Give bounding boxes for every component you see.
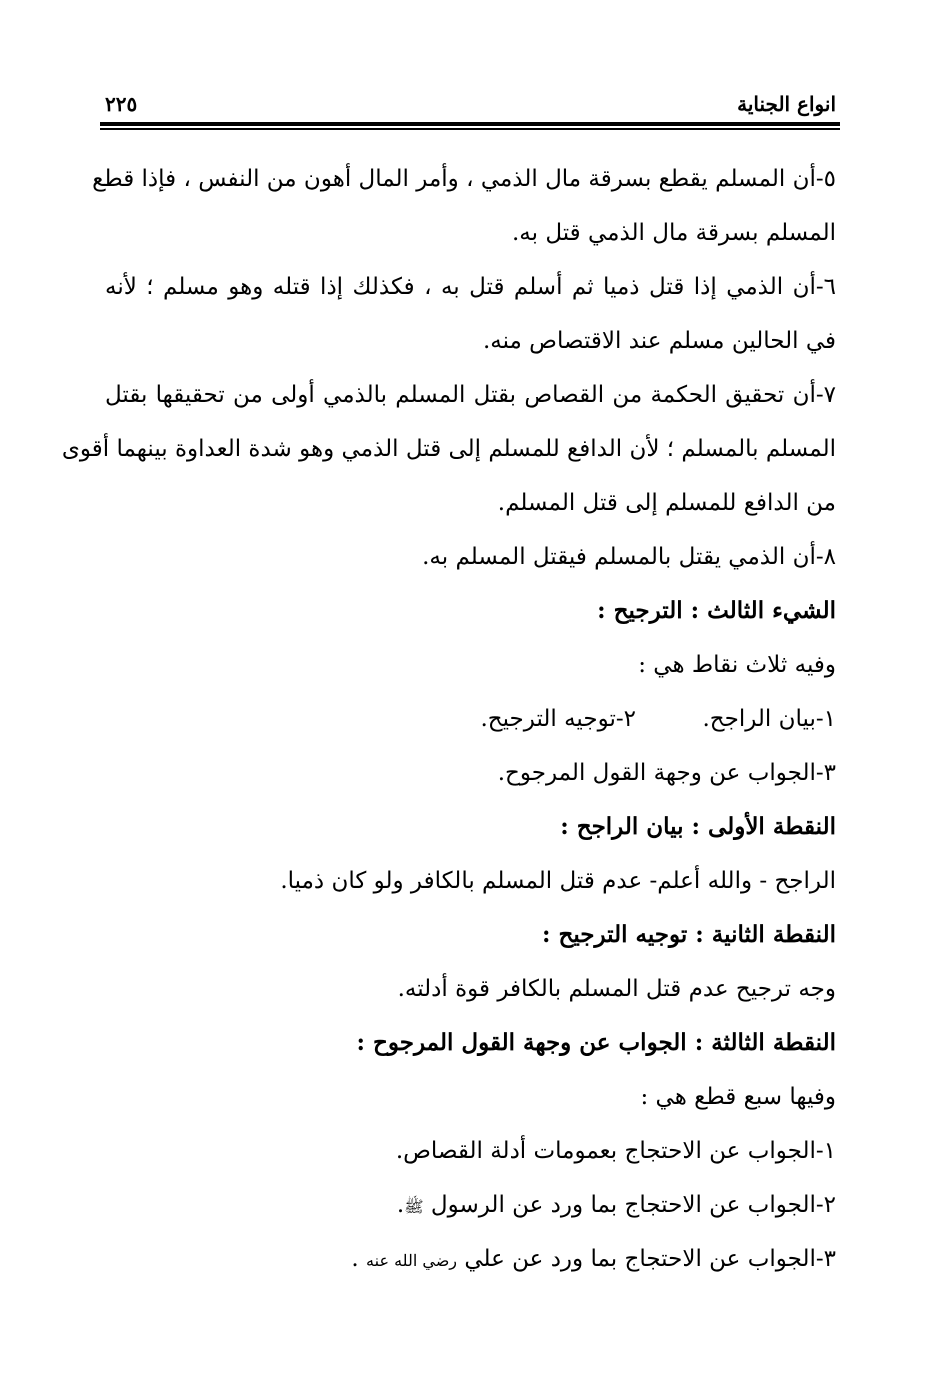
list-item: ١-بيان الراجح.: [702, 706, 836, 732]
list-item-period: .: [351, 1246, 367, 1272]
list-item-text: ٢-الجواب عن الاحتجاج بما ورد عن الرسول: [430, 1192, 836, 1218]
paragraph-line: الراجح - والله أعلم- عدم قتل المسلم بالكافر ولو كان ذميا.: [280, 868, 836, 894]
paragraph-line: وجه ترجيح عدم قتل المسلم بالكافر قوة أدلته.: [397, 976, 836, 1002]
running-header: [105, 78, 836, 118]
paragraph-line: ٦-أن الذمي إذا قتل ذميا ثم أسلم قتل به ، فكذلك إذا قتله وهو مسلم ؛ لأنه: [105, 274, 836, 300]
page-body: [61, 152, 836, 1286]
honorific-glyph: رضي الله عنه: [366, 1251, 458, 1270]
list-item-period: .: [396, 1192, 405, 1218]
two-item-row: [105, 692, 836, 746]
page-number: ٢٢٥: [105, 92, 138, 116]
paragraph-line: من الدافع للمسلم إلى قتل المسلم.: [497, 490, 836, 516]
list-item-text: ٣-الجواب عن الاحتجاج بما ورد عن علي: [464, 1246, 836, 1272]
list-item: ١-الجواب عن الاحتجاج بعمومات أدلة القصاص.: [395, 1138, 836, 1164]
subsection-heading: النقطة الثالثة : الجواب عن وجهة القول المرجوح :: [356, 1029, 836, 1056]
paragraph-line: المسلم بالمسلم ؛ لأن الدافع للمسلم إلى قتل الذمي وهو شدة العداوة بينهما أقوى: [61, 436, 836, 462]
honorific-glyph: ﷺ: [404, 1197, 424, 1216]
subsection-heading: النقطة الثانية : توجيه الترجيح :: [541, 921, 836, 948]
paragraph-line: في الحالين مسلم عند الاقتصاص منه.: [482, 328, 836, 354]
list-item: ٣-الجواب عن وجهة القول المرجوح.: [497, 760, 836, 786]
paragraph-line: المسلم بسرقة مال الذمي قتل به.: [511, 220, 836, 246]
subsection-heading: النقطة الأولى : بيان الراجح :: [560, 813, 836, 840]
header-rule-thin: [100, 128, 840, 130]
list-item: [105, 1232, 836, 1286]
chapter-title: انواع الجناية: [737, 92, 836, 116]
paragraph-line: ٥-أن المسلم يقطع بسرقة مال الذمي ، وأمر المال أهون من النفس ، فإذا قطع: [92, 166, 836, 192]
paragraph-line: ٧-أن تحقيق الحكمة من القصاص بقتل المسلم بالذمي أولى من تحقيقها بقتل: [105, 382, 836, 408]
paragraph-line: وفيها سبع قطع هي :: [640, 1084, 836, 1110]
section-heading: الشيء الثالث : الترجيح :: [597, 597, 836, 624]
header-rule-thick: [100, 122, 840, 126]
paragraph-line: ٨-أن الذمي يقتل بالمسلم فيقتل المسلم به.: [422, 544, 836, 570]
paragraph-line: وفيه ثلاث نقاط هي :: [638, 652, 836, 678]
list-item: [105, 1178, 836, 1232]
list-item: ٢-توجيه الترجيح.: [480, 706, 636, 732]
